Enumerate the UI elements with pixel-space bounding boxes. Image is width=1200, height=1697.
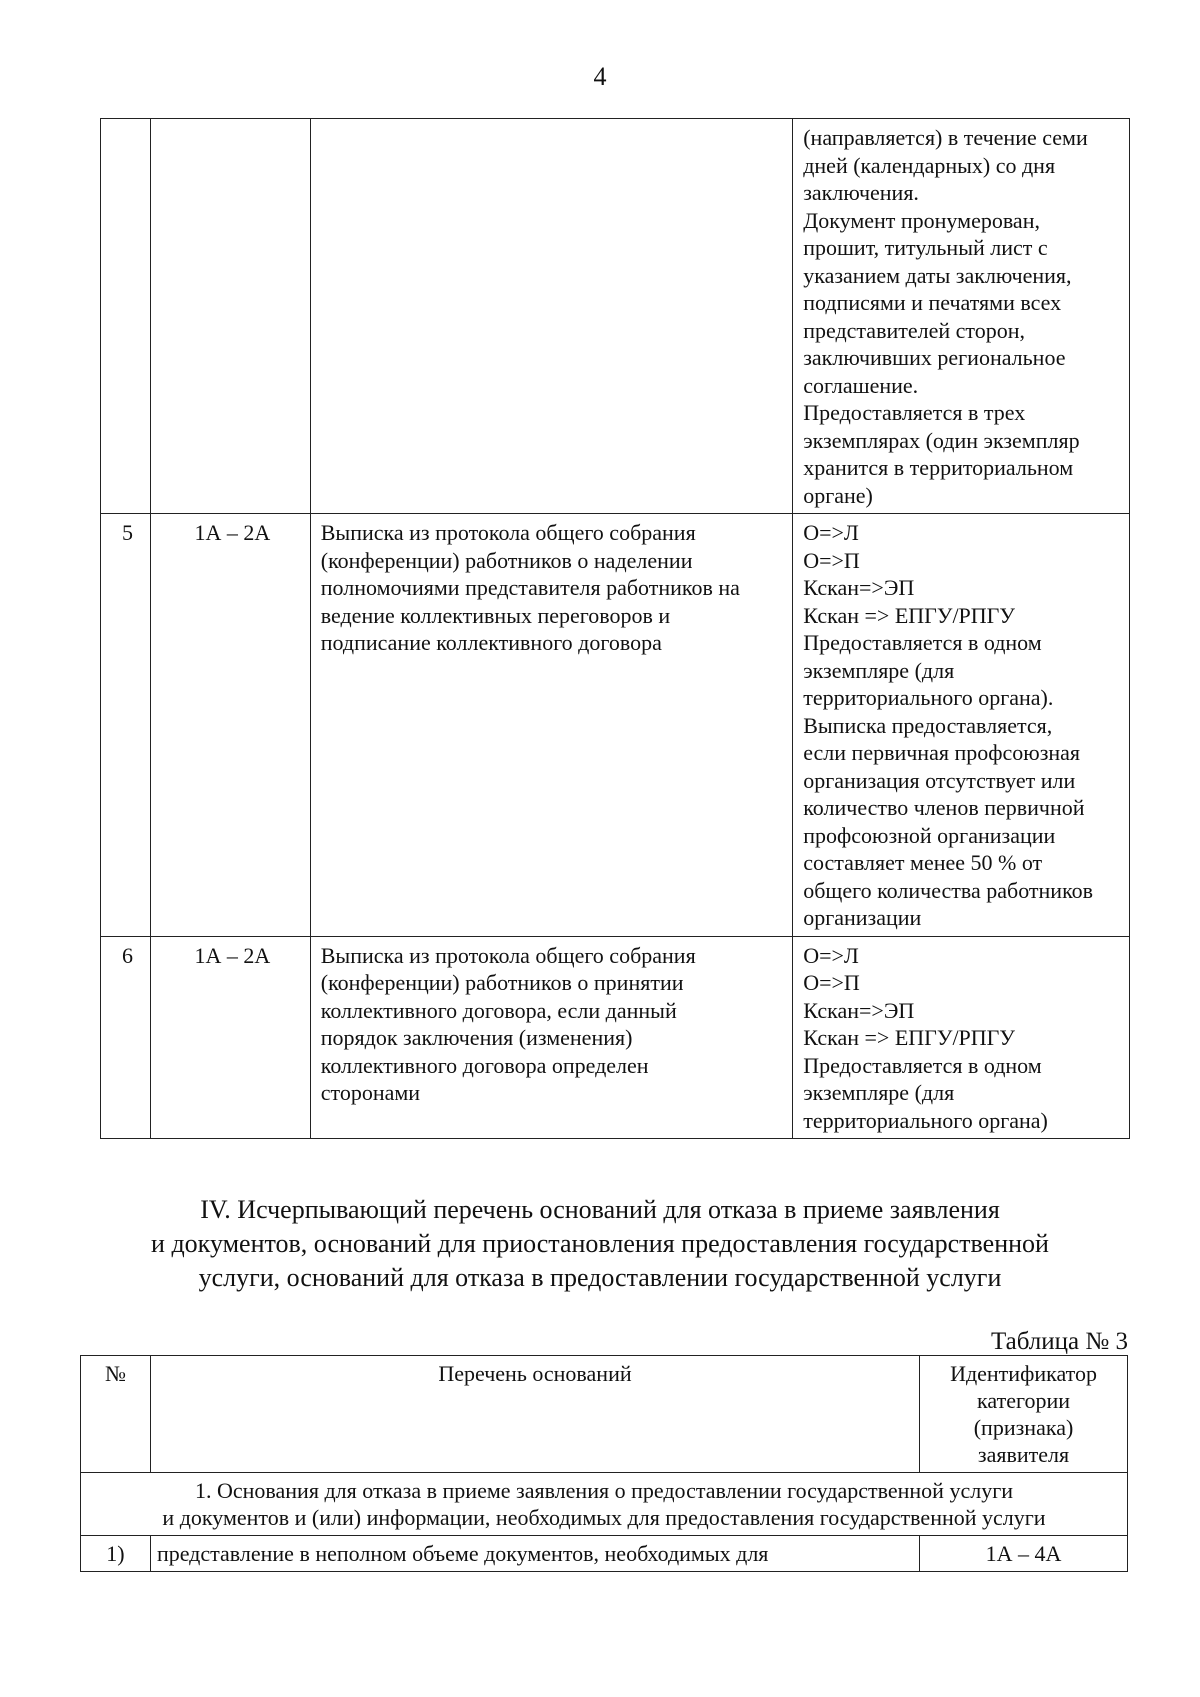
row-notes-line: территориального органа) — [803, 1107, 1048, 1133]
row-notes — [793, 936, 1130, 1139]
row-notes-line: экземпляре (для — [803, 657, 955, 683]
row-document-line: сторонами — [320, 1080, 421, 1105]
row-document — [310, 936, 792, 1139]
row-category: 1А – 2А — [150, 936, 310, 1139]
row-notes-line: заключения. — [803, 180, 919, 205]
row-notes-line: составляет менее 50 % от — [803, 850, 1043, 875]
page-number: 4 — [593, 62, 607, 91]
row-document-line: порядок заключения (изменения) — [320, 1025, 633, 1050]
row-notes-line: дней (календарных) со дня — [803, 152, 1056, 178]
section-title-line: IV. Исчерпывающий перечень оснований для отказа в приеме заявления — [200, 1195, 1000, 1224]
header-num: № — [81, 1356, 151, 1473]
header-identifier-line: заявителя — [977, 1442, 1070, 1467]
row-notes-line: если первичная профсоюзная — [803, 740, 1081, 765]
group-title — [81, 1473, 1128, 1536]
row-num: 5 — [101, 514, 151, 937]
table-row — [101, 514, 1130, 937]
row-notes-line: представителей сторон, — [803, 317, 1025, 343]
row-num: 6 — [101, 936, 151, 1139]
row-notes-line: подписями и печатями всех — [803, 290, 1062, 315]
row-notes-line: экземплярах (один экземпляр — [803, 427, 1080, 453]
row-num: 1) — [81, 1536, 151, 1572]
row-document — [310, 119, 792, 514]
row-category: 1А – 2А — [150, 514, 310, 937]
row-notes-line: О=>П — [803, 970, 860, 995]
row-document-line: коллективного договора определен — [320, 1052, 649, 1078]
row-notes-line: Кскан => ЕПГУ/РПГУ — [803, 602, 1015, 628]
row-notes-line: О=>П — [803, 547, 860, 573]
row-notes-line: Кскан => ЕПГУ/РПГУ — [803, 1025, 1015, 1050]
row-notes-line: О=>Л — [803, 942, 859, 968]
row-notes-line: прошит, титульный лист с — [803, 235, 1048, 260]
row-notes-line: хранится в территориальном — [803, 455, 1074, 480]
section-title-line: услуги, оснований для отказа в предоставлении государственной услуги — [198, 1263, 1002, 1292]
row-document-line: (конференции) работников о принятии — [320, 970, 684, 995]
row-document-line: коллективного договора, если данный — [320, 997, 677, 1023]
section-title — [0, 1193, 1200, 1295]
row-notes-line: Выписка предоставляется, — [803, 712, 1053, 738]
row-document-line: Выписка из протокола общего собрания — [320, 942, 696, 968]
row-notes-line: Предоставляется в одном — [803, 630, 1042, 655]
row-text: представление в неполном объеме документов, необходимых для — [150, 1536, 919, 1572]
row-notes-line: экземпляре (для — [803, 1080, 955, 1105]
row-notes-line: профсоюзной организации — [803, 822, 1056, 848]
row-notes-line: соглашение. — [803, 372, 919, 398]
row-document-line: ведение коллективных переговоров и — [320, 602, 671, 628]
row-notes-line: организации — [803, 905, 922, 930]
group-title-row — [81, 1473, 1128, 1536]
row-notes-line: указанием даты заключения, — [803, 262, 1072, 288]
row-notes — [793, 119, 1130, 514]
row-notes-line: территориального органа). — [803, 685, 1054, 710]
documents-table — [100, 118, 1130, 1139]
row-identifier: 1А – 4А — [920, 1536, 1128, 1572]
row-notes — [793, 514, 1130, 937]
row-notes-line: Предоставляется в одном — [803, 1052, 1042, 1078]
row-notes-line: количество членов первичной — [803, 795, 1085, 820]
group-title-line: 1. Основания для отказа в приеме заявления о предоставлении государственной услуги — [194, 1478, 1013, 1503]
group-title-line: и документов и (или) информации, необходимых для предоставления государственной услуги — [162, 1505, 1046, 1530]
row-category — [150, 119, 310, 514]
row-document — [310, 514, 792, 937]
row-notes-line: О=>Л — [803, 520, 859, 545]
grounds-table — [80, 1355, 1128, 1572]
row-document-line: Выписка из протокола общего собрания — [320, 520, 696, 545]
row-notes-line: организация отсутствует или — [803, 767, 1076, 793]
header-identifier — [920, 1356, 1128, 1473]
row-notes-line: общего количества работников — [803, 877, 1094, 903]
row-document-line: подписание коллективного договора — [320, 630, 662, 655]
row-notes-line: заключивших региональное — [803, 345, 1066, 370]
table-label: Таблица № 3 — [990, 1328, 1128, 1355]
row-notes-line: органе) — [803, 482, 873, 508]
row-notes-line: Документ пронумерован, — [803, 207, 1040, 233]
row-notes-line: Кскан=>ЭП — [803, 997, 915, 1023]
row-notes-line: Предоставляется в трех — [803, 400, 1026, 425]
row-notes-line: (направляется) в течение семи — [803, 125, 1088, 150]
section-title-line: и документов, оснований для приостановления предоставления государственной — [151, 1229, 1049, 1258]
row-document-line: полномочиями представителя работников на — [320, 575, 740, 600]
header-identifier-line: Идентификатор — [950, 1361, 1097, 1386]
table-row — [101, 119, 1130, 514]
header-list: Перечень оснований — [150, 1356, 919, 1473]
header-identifier-line: (признака) — [973, 1415, 1074, 1440]
table-header-row — [81, 1356, 1128, 1473]
table-row — [81, 1536, 1128, 1572]
row-num — [101, 119, 151, 514]
row-notes-line: Кскан=>ЭП — [803, 575, 915, 600]
row-document-line: (конференции) работников о наделении — [320, 547, 693, 573]
table-row — [101, 936, 1130, 1139]
header-identifier-line: категории — [977, 1388, 1070, 1413]
